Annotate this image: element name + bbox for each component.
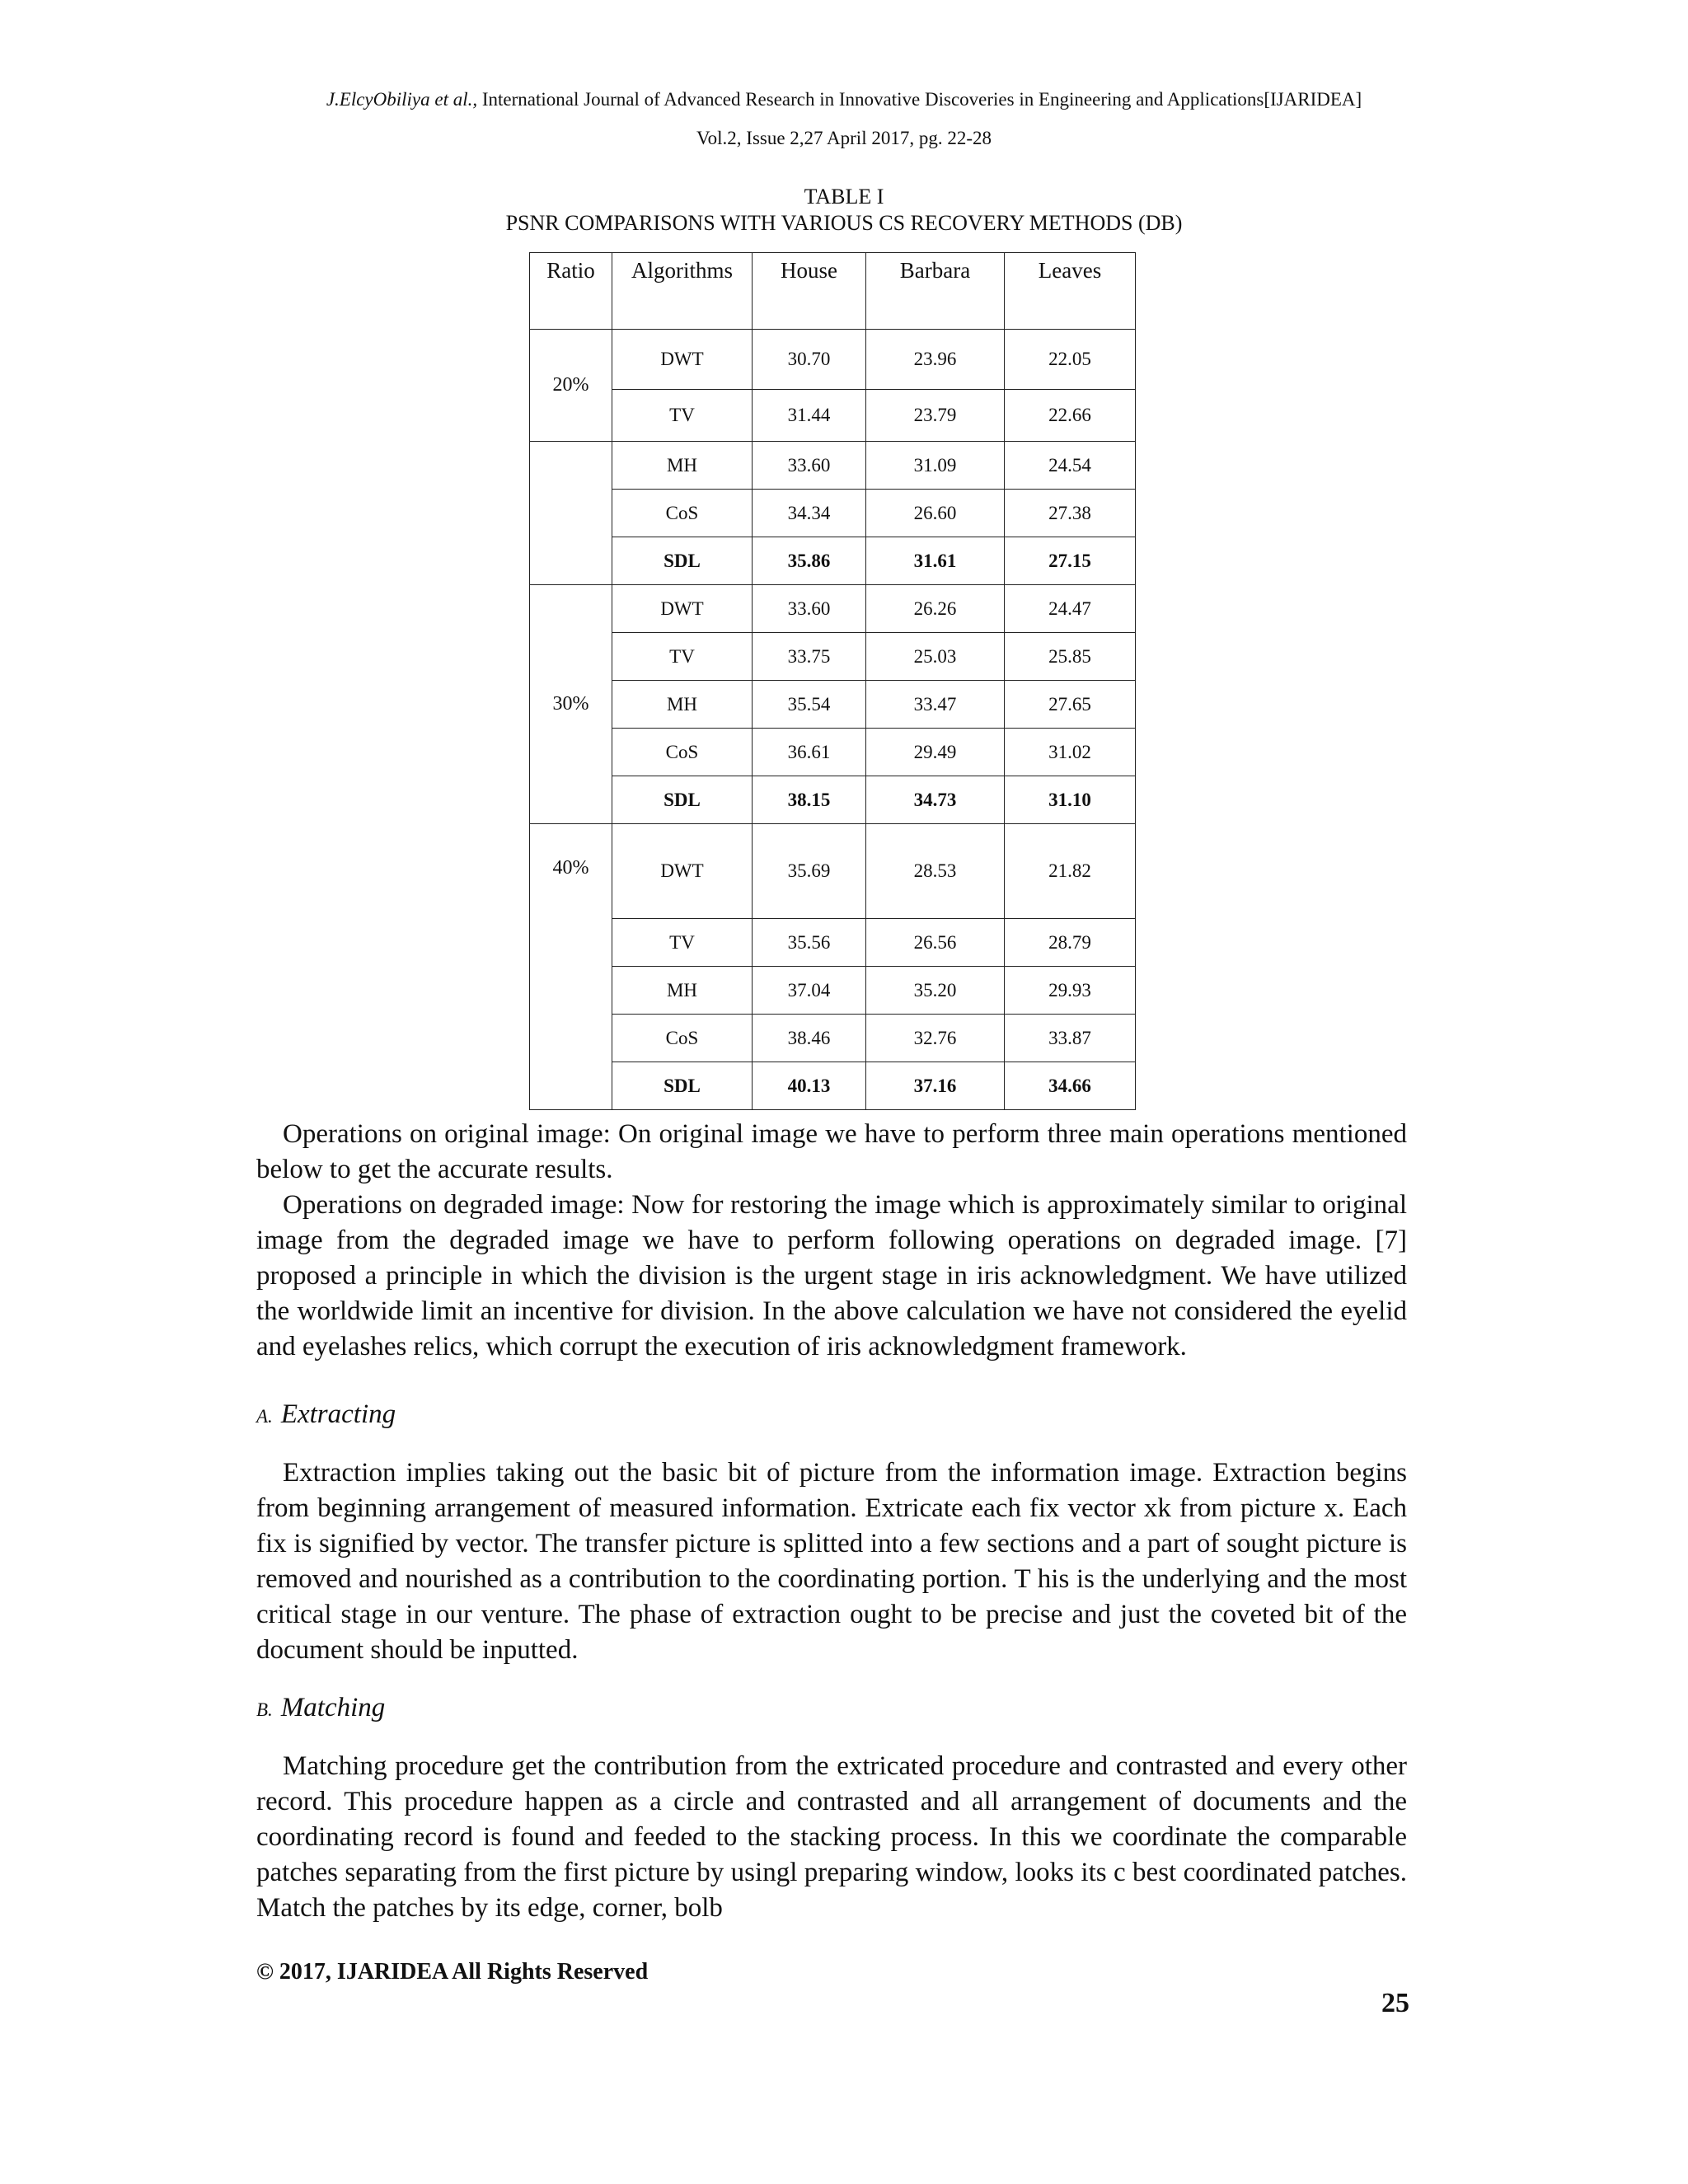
table-header-row [530, 253, 1136, 330]
value-cell: 31.61 [866, 537, 1005, 585]
table-row [530, 1062, 1136, 1110]
value-cell: 31.44 [753, 390, 866, 442]
value-cell: 38.46 [753, 1015, 866, 1062]
header-journal: International Journal of Advanced Research in Innovative Discoveries in Engineering and Applications[IJARIDEA] [477, 89, 1362, 110]
value-cell: 34.34 [753, 490, 866, 537]
table-row [530, 919, 1136, 967]
alg-cell: TV [612, 633, 753, 681]
header-volume: Vol.2, Issue 2,27 April 2017, pg. 22-28 [696, 128, 992, 148]
ratio-cell: 40% [530, 824, 612, 1110]
alg-cell: MH [612, 442, 753, 490]
body-block-2 [256, 1455, 1407, 1668]
value-cell: 31.10 [1005, 776, 1136, 824]
value-cell: 21.82 [1005, 824, 1136, 919]
col-header-leaves: Leaves [1005, 253, 1136, 330]
table-label: TABLE I [804, 185, 884, 209]
alg-cell: MH [612, 967, 753, 1015]
value-cell: 34.73 [866, 776, 1005, 824]
value-cell: 33.87 [1005, 1015, 1136, 1062]
value-cell: 33.75 [753, 633, 866, 681]
value-cell: 37.16 [866, 1062, 1005, 1110]
ratio-cell: 20% [530, 330, 612, 442]
value-cell: 36.61 [753, 729, 866, 776]
table-row [530, 1015, 1136, 1062]
value-cell: 35.20 [866, 967, 1005, 1015]
footer-copyright: © 2017, IJARIDEA All Rights Reserved [256, 1959, 649, 1985]
value-cell: 29.93 [1005, 967, 1136, 1015]
alg-cell: TV [612, 390, 753, 442]
alg-cell: CoS [612, 1015, 753, 1062]
value-cell: 32.76 [866, 1015, 1005, 1062]
value-cell: 35.86 [753, 537, 866, 585]
value-cell: 26.56 [866, 919, 1005, 967]
header-authors: J.ElcyObiliya et al., [326, 89, 478, 110]
alg-cell: SDL [612, 1062, 753, 1110]
value-cell: 27.15 [1005, 537, 1136, 585]
table-row [530, 537, 1136, 585]
table-row [530, 442, 1136, 490]
alg-cell: DWT [612, 585, 753, 633]
paragraph-original-ops: Operations on original image: On original image we have to perform three main operations mentioned below to get the accurate results. [256, 1119, 1407, 1184]
paragraph-extraction: Extraction implies taking out the basic bit of picture from the information image. Extraction begins from beginning arrangement of measured information. Extricate each fix vector xk from picture x. Each fix is signified by vector. The transfer picture is splitted into a few sections and a part of sought picture is removed and nourished as a contribution to the coordinating portion. T his is the underlying and the most critical stage in our venture. The phase of extraction ought to be precise and just the coveted bit of the document should be inputted. [256, 1458, 1407, 1665]
value-cell: 35.56 [753, 919, 866, 967]
value-cell: 31.02 [1005, 729, 1136, 776]
paragraph-degraded-ops: Operations on degraded image: Now for restoring the image which is approximately similar to original image from the degraded image we have to perform following operations on degraded image. [7] proposed a principle in which the division is the urgent stage in iris acknowledgment. We have utilized the worldwide limit an incentive for division. In the above calculation we have not considered the eyelid and eyelashes relics, which corrupt the execution of iris acknowledgment framework. [256, 1190, 1407, 1361]
col-header-ratio: Ratio [530, 253, 612, 330]
value-cell: 23.96 [866, 330, 1005, 390]
value-cell: 24.47 [1005, 585, 1136, 633]
table-row [530, 585, 1136, 633]
table-row [530, 824, 1136, 919]
table-row [530, 776, 1136, 824]
table-title: PSNR COMPARISONS WITH VARIOUS CS RECOVERY METHODS (DB) [505, 211, 1183, 235]
section-letter: A. [256, 1406, 273, 1427]
value-cell: 26.60 [866, 490, 1005, 537]
value-cell: 30.70 [753, 330, 866, 390]
alg-cell: DWT [612, 824, 753, 919]
value-cell: 33.47 [866, 681, 1005, 729]
value-cell: 22.66 [1005, 390, 1136, 442]
value-cell: 28.79 [1005, 919, 1136, 967]
value-cell: 27.65 [1005, 681, 1136, 729]
table-row [530, 967, 1136, 1015]
section-heading-matching [256, 1693, 385, 1723]
value-cell: 31.09 [866, 442, 1005, 490]
body-block-3 [256, 1749, 1407, 1926]
value-cell: 23.79 [866, 390, 1005, 442]
value-cell: 25.85 [1005, 633, 1136, 681]
table-row [530, 330, 1136, 390]
value-cell: 38.15 [753, 776, 866, 824]
paragraph-matching: Matching procedure get the contribution from the extricated procedure and contrasted and every other record. This procedure happen as a circle and contrasted and all arrangement of documents and the coordinating record is found and feeded to the stacking process. In this we coordinate the comparable patches separating from the first picture by usingl preparing window, looks its c best coordinated patches. Match the patches by its edge, corner, bolb [256, 1751, 1407, 1923]
section-heading-extracting [256, 1399, 396, 1430]
section-title: Matching [280, 1693, 386, 1722]
value-cell: 40.13 [753, 1062, 866, 1110]
value-cell: 25.03 [866, 633, 1005, 681]
alg-cell: SDL [612, 776, 753, 824]
section-letter: B. [256, 1699, 273, 1720]
value-cell: 33.60 [753, 442, 866, 490]
col-header-algorithms: Algorithms [612, 253, 753, 330]
table-row [530, 490, 1136, 537]
value-cell: 35.69 [753, 824, 866, 919]
value-cell: 27.38 [1005, 490, 1136, 537]
value-cell: 26.26 [866, 585, 1005, 633]
ratio-cell-continued [530, 442, 612, 585]
value-cell: 22.05 [1005, 330, 1136, 390]
value-cell: 28.53 [866, 824, 1005, 919]
value-cell: 35.54 [753, 681, 866, 729]
alg-cell: MH [612, 681, 753, 729]
body-block-1 [256, 1117, 1407, 1365]
page-number: 25 [1381, 1988, 1409, 2018]
table-row [530, 633, 1136, 681]
value-cell: 34.66 [1005, 1062, 1136, 1110]
alg-cell: CoS [612, 490, 753, 537]
alg-cell: CoS [612, 729, 753, 776]
value-cell: 29.49 [866, 729, 1005, 776]
running-header [0, 89, 1688, 110]
alg-cell: TV [612, 919, 753, 967]
ratio-cell: 30% [530, 585, 612, 824]
value-cell: 24.54 [1005, 442, 1136, 490]
col-header-barbara: Barbara [866, 253, 1005, 330]
value-cell: 37.04 [753, 967, 866, 1015]
table-row [530, 681, 1136, 729]
col-header-house: House [753, 253, 866, 330]
psnr-table [529, 252, 1136, 1110]
table-row [530, 390, 1136, 442]
alg-cell: SDL [612, 537, 753, 585]
value-cell: 33.60 [753, 585, 866, 633]
section-title: Extracting [280, 1399, 396, 1429]
table-row [530, 729, 1136, 776]
alg-cell: DWT [612, 330, 753, 390]
